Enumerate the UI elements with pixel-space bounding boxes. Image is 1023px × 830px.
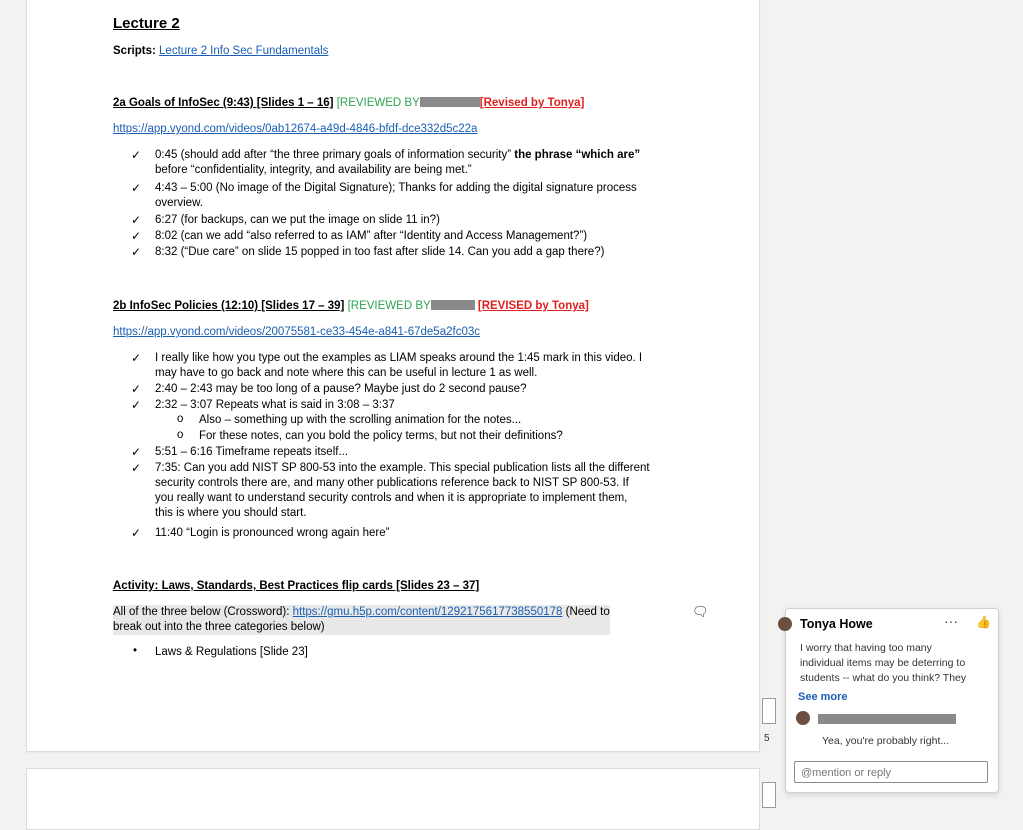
- section-2b-title: 2b InfoSec Policies (12:10) [Slides 17 – 39]: [113, 300, 345, 312]
- reviewed-by-tag: [REVIEWED BY: [347, 300, 431, 312]
- list-item: 8:02 (can we add “also referred to as IAM” after “Identity and Access Management?”): [155, 230, 588, 242]
- reply-avatar: [796, 711, 810, 725]
- margin-marker: [762, 782, 776, 808]
- sub-bullet-icon: o: [177, 429, 184, 441]
- avatar: [778, 617, 792, 631]
- list-item: 5:51 – 6:16 Timeframe repeats itself...: [155, 446, 349, 458]
- comment-author: Tonya Howe: [800, 617, 873, 631]
- list-item: 6:27 (for backups, can we put the image on slide 11 in?): [155, 214, 440, 226]
- section-2b-url[interactable]: https://app.vyond.com/videos/20075581-ce33-454e-a841-67de5a2fc03c: [113, 326, 480, 338]
- comment-icon[interactable]: 🗨: [692, 604, 709, 619]
- like-icon[interactable]: 👍: [976, 615, 991, 629]
- list-item: 7:35: Can you add NIST SP 800-53 into the example. This special publication lists all the different security controls there are, and many other publications reference back to NIST SP 800-53. If you really want to understand security controls and when it is appropriate to implement them, this is where you should start.: [155, 462, 650, 519]
- see-more-link[interactable]: See more: [798, 691, 848, 703]
- lecture-title: Lecture 2: [113, 15, 180, 32]
- sub-list-item: For these notes, can you bold the policy terms, but not their definitions?: [199, 430, 563, 442]
- list-item: 8:32 (“Due care” on slide 15 popped in too fast after slide 14. Can you add a gap there?): [155, 246, 605, 258]
- scripts-label: Scripts:: [113, 45, 156, 57]
- checkmark-icon: ✓: [131, 213, 142, 227]
- reviewed-by-tag: [REVIEWED BY: [336, 97, 420, 109]
- reply-text: Yea, you're probably right...: [822, 735, 950, 747]
- section-2b-heading: [113, 300, 589, 312]
- margin-marker: [762, 698, 776, 724]
- scripts-line: [113, 45, 328, 57]
- section-2a-title: 2a Goals of InfoSec (9:43) [Slides 1 – 16]: [113, 97, 334, 109]
- checkmark-icon: ✓: [131, 445, 142, 459]
- section-2a-heading: [113, 97, 584, 109]
- comment-card[interactable]: [785, 608, 999, 793]
- comment-body: I worry that having too many individual items may be deterring to students -- what do you think? They: [800, 642, 967, 684]
- checkmark-icon: ✓: [131, 382, 142, 396]
- checkmark-icon: ✓: [131, 229, 142, 243]
- list-item: I really like how you type out the examples as LIAM speaks around the 1:45 mark in this video. I may have to go back and note where this can be useful in lecture 1 as well.: [155, 352, 643, 379]
- checkmark-icon: ✓: [131, 461, 142, 475]
- page-number: 5: [764, 733, 770, 744]
- document-page-next: [26, 768, 760, 830]
- redacted-name: [420, 97, 480, 107]
- list-item: Laws & Regulations [Slide 23]: [155, 646, 308, 658]
- redacted-name: [818, 714, 956, 724]
- scripts-link[interactable]: Lecture 2 Info Sec Fundamentals: [159, 45, 329, 57]
- reply-input[interactable]: @mention or reply: [794, 761, 988, 783]
- activity-paragraph[interactable]: All of the three below (Crossword): https://gmu.h5p.com/content/1292175617738550178 (Need to break out into the three categories below): [113, 606, 610, 633]
- activity-heading: Activity: Laws, Standards, Best Practices flip cards [Slides 23 – 37]: [113, 580, 480, 592]
- checkmark-icon: ✓: [131, 398, 142, 412]
- crossword-link[interactable]: https://gmu.h5p.com/content/1292175617738550178: [292, 606, 563, 618]
- revised-by-tag: [Revised by Tonya]: [479, 97, 585, 109]
- list-item: 4:43 – 5:00 (No image of the Digital Signature); Thanks for adding the digital signature process overview.: [155, 182, 637, 209]
- checkmark-icon: ✓: [131, 181, 142, 195]
- list-item: 0:45 (should add after “the three primary goals of information security” the phrase “which are” before “confidentiality, integrity, and availability are being met.”: [155, 149, 641, 176]
- section-2a-url[interactable]: https://app.vyond.com/videos/0ab12674-a49d-4846-bfdf-dce332d5c22a: [113, 123, 478, 135]
- sub-bullet-icon: o: [177, 413, 184, 425]
- checkmark-icon: ✓: [131, 148, 142, 162]
- document-page: [26, 0, 760, 752]
- bullet-icon: •: [133, 645, 138, 657]
- list-item: 11:40 “Login is pronounced wrong again here”: [155, 527, 390, 539]
- list-item: 2:40 – 2:43 may be too long of a pause? Maybe just do 2 second pause?: [155, 383, 527, 395]
- sub-list-item: Also – something up with the scrolling animation for the notes...: [199, 414, 522, 426]
- revised-by-tag: [REVISED by Tonya]: [477, 300, 589, 312]
- checkmark-icon: ✓: [131, 351, 142, 365]
- list-item: 2:32 – 3:07 Repeats what is said in 3:08 – 3:37: [155, 399, 395, 411]
- more-options-icon[interactable]: ···: [944, 613, 958, 629]
- redacted-name: [431, 300, 475, 310]
- checkmark-icon: ✓: [131, 245, 142, 259]
- checkmark-icon: ✓: [131, 526, 142, 540]
